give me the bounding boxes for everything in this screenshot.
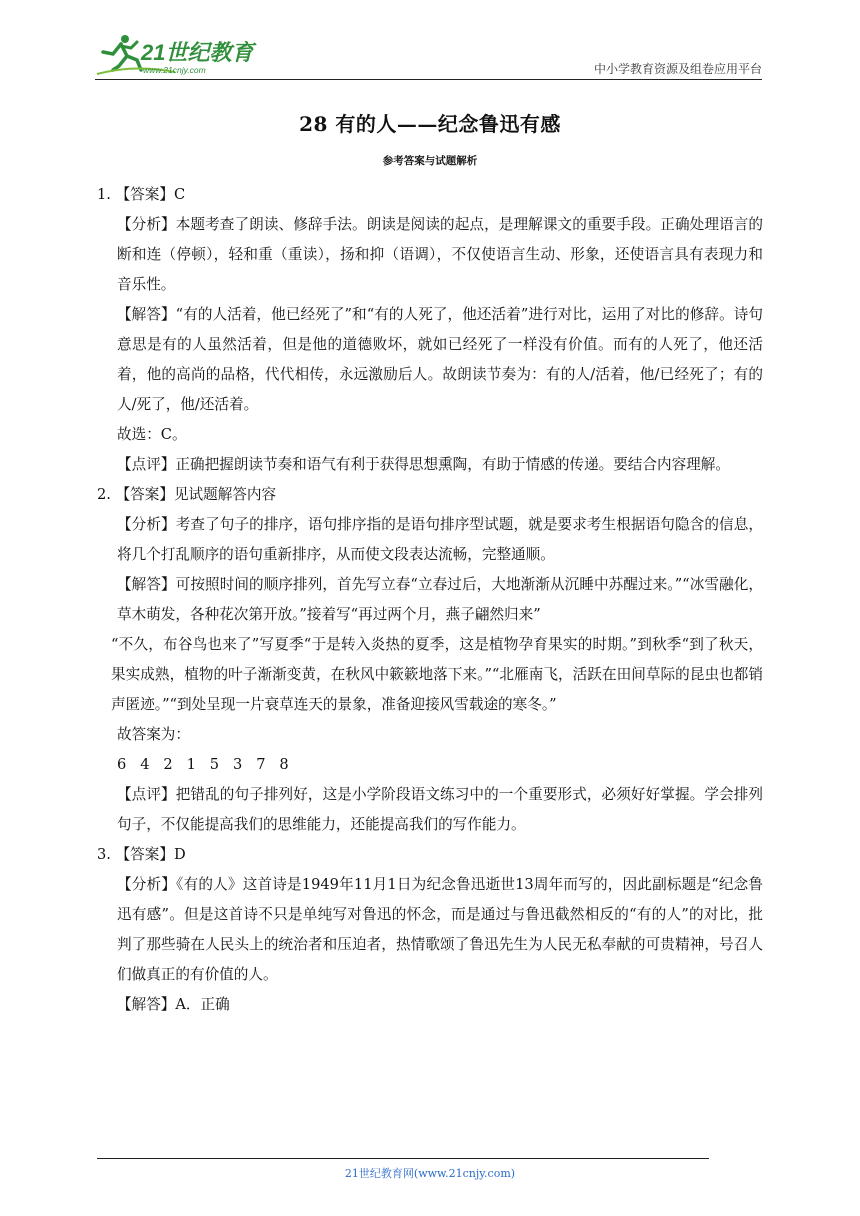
solution-paragraph: 【解答】可按照时间的顺序排列，首先写立春“立春过后，大地渐渐从沉睡中苏醒过来。”“冰雪融化，草木萌发，各种花次第开放。”接着写“再过两个月，燕子翩然归来” — [117, 576, 763, 623]
answer-label: 故答案为： — [117, 726, 190, 743]
answer-content — [97, 180, 763, 1020]
order-sequence: 6 4 2 1 5 3 7 8 — [117, 756, 289, 773]
site-logo[interactable] — [95, 30, 265, 78]
solution-continued: “不久，布谷鸟也来了”写夏季“于是转入炎热的夏季，这是植物孕育果实的时期。”到秋季“到了秋天，果实成熟，植物的叶子渐渐变黄，在秋风中簌簌地落下来。”“北雁南飞，活跃在田间草际的昆虫也都销声匿迹。”“到处呈现一片衰草连天的景象，准备迎接风雪载途的寒冬。” — [111, 636, 763, 713]
answer-line: 2. 【答案】见试题解答内容 — [97, 486, 277, 503]
answer-item-3 — [97, 840, 763, 1020]
footer-divider — [97, 1158, 709, 1159]
analysis-paragraph: 【分析】本题考查了朗读、修辞手法。朗读是阅读的起点，是理解课文的重要手段。正确处理语言的断和连（停顿），轻和重（重读），扬和抑（语调），不仅使语言生动、形象，还使语言具有表现力和音乐性。 — [117, 216, 763, 293]
answer-line: 3. 【答案】D — [97, 846, 186, 863]
comment-paragraph: 【点评】正确把握朗读节奏和语气有利于获得思想熏陶，有助于情感的传递。要结合内容理解。 — [117, 456, 730, 473]
analysis-paragraph: 【分析】考查了句子的排序，语句排序指的是语句排序型试题，就是要求考生根据语句隐含的信息，将几个打乱顺序的语句重新排序，从而使文段表达流畅，完整通顺。 — [117, 516, 763, 563]
answer-item-2 — [97, 480, 763, 840]
page-header — [95, 30, 762, 80]
runner-logo-icon — [95, 30, 265, 78]
analysis-paragraph: 【分析】《有的人》这首诗是1949年11月1日为纪念鲁迅逝世13周年而写的，因此副标题是“纪念鲁迅有感”。但是这首诗不只是单纯写对鲁迅的怀念，而是通过与鲁迅截然相反的“有的人”的对比，批判了那些骑在人民头上的统治者和压迫者，热情歌颂了鲁迅先生为人民无私奉献的可贵精神，号召人们做真正的有价值的人。 — [117, 876, 763, 983]
solution-paragraph: 【解答】A．正确 — [117, 996, 230, 1013]
page-subtitle: 参考答案与试题解析 — [382, 155, 478, 167]
platform-label: 中小学教育资源及组卷应用平台 — [593, 62, 762, 76]
solution-paragraph: 【解答】“有的人活着，他已经死了”和“有的人死了，他还活着”进行对比，运用了对比的修辞。诗句意思是有的人虽然活着，但是他的道德败坏，就如已经死了一样没有价值。而有的人死了，他还活着，他的高尚的品格，代代相传，永远激励后人。故朗读节奏为：有的人/活着，他/已经死了；有的人/死了，他/还活着。 — [117, 306, 763, 413]
logo-url: www.21cnjy.com — [143, 65, 206, 75]
comment-paragraph: 【点评】把错乱的句子排列好，这是小学阶段语文练习中的一个重要形式，必须好好掌握。学会排列句子，不仅能提高我们的思维能力，还能提高我们的写作能力。 — [117, 786, 763, 833]
footer-link[interactable]: 21世纪教育网(www.21cnjy.com) — [344, 1167, 516, 1180]
header-divider — [95, 79, 762, 80]
logo-wordmark: 21世纪教育 — [141, 40, 254, 65]
page-title: 28 有的人——纪念鲁迅有感 — [299, 112, 561, 136]
answer-item-1 — [97, 180, 763, 480]
choice-line: 故选：C。 — [117, 426, 187, 443]
answer-line: 1. 【答案】C — [97, 186, 186, 203]
